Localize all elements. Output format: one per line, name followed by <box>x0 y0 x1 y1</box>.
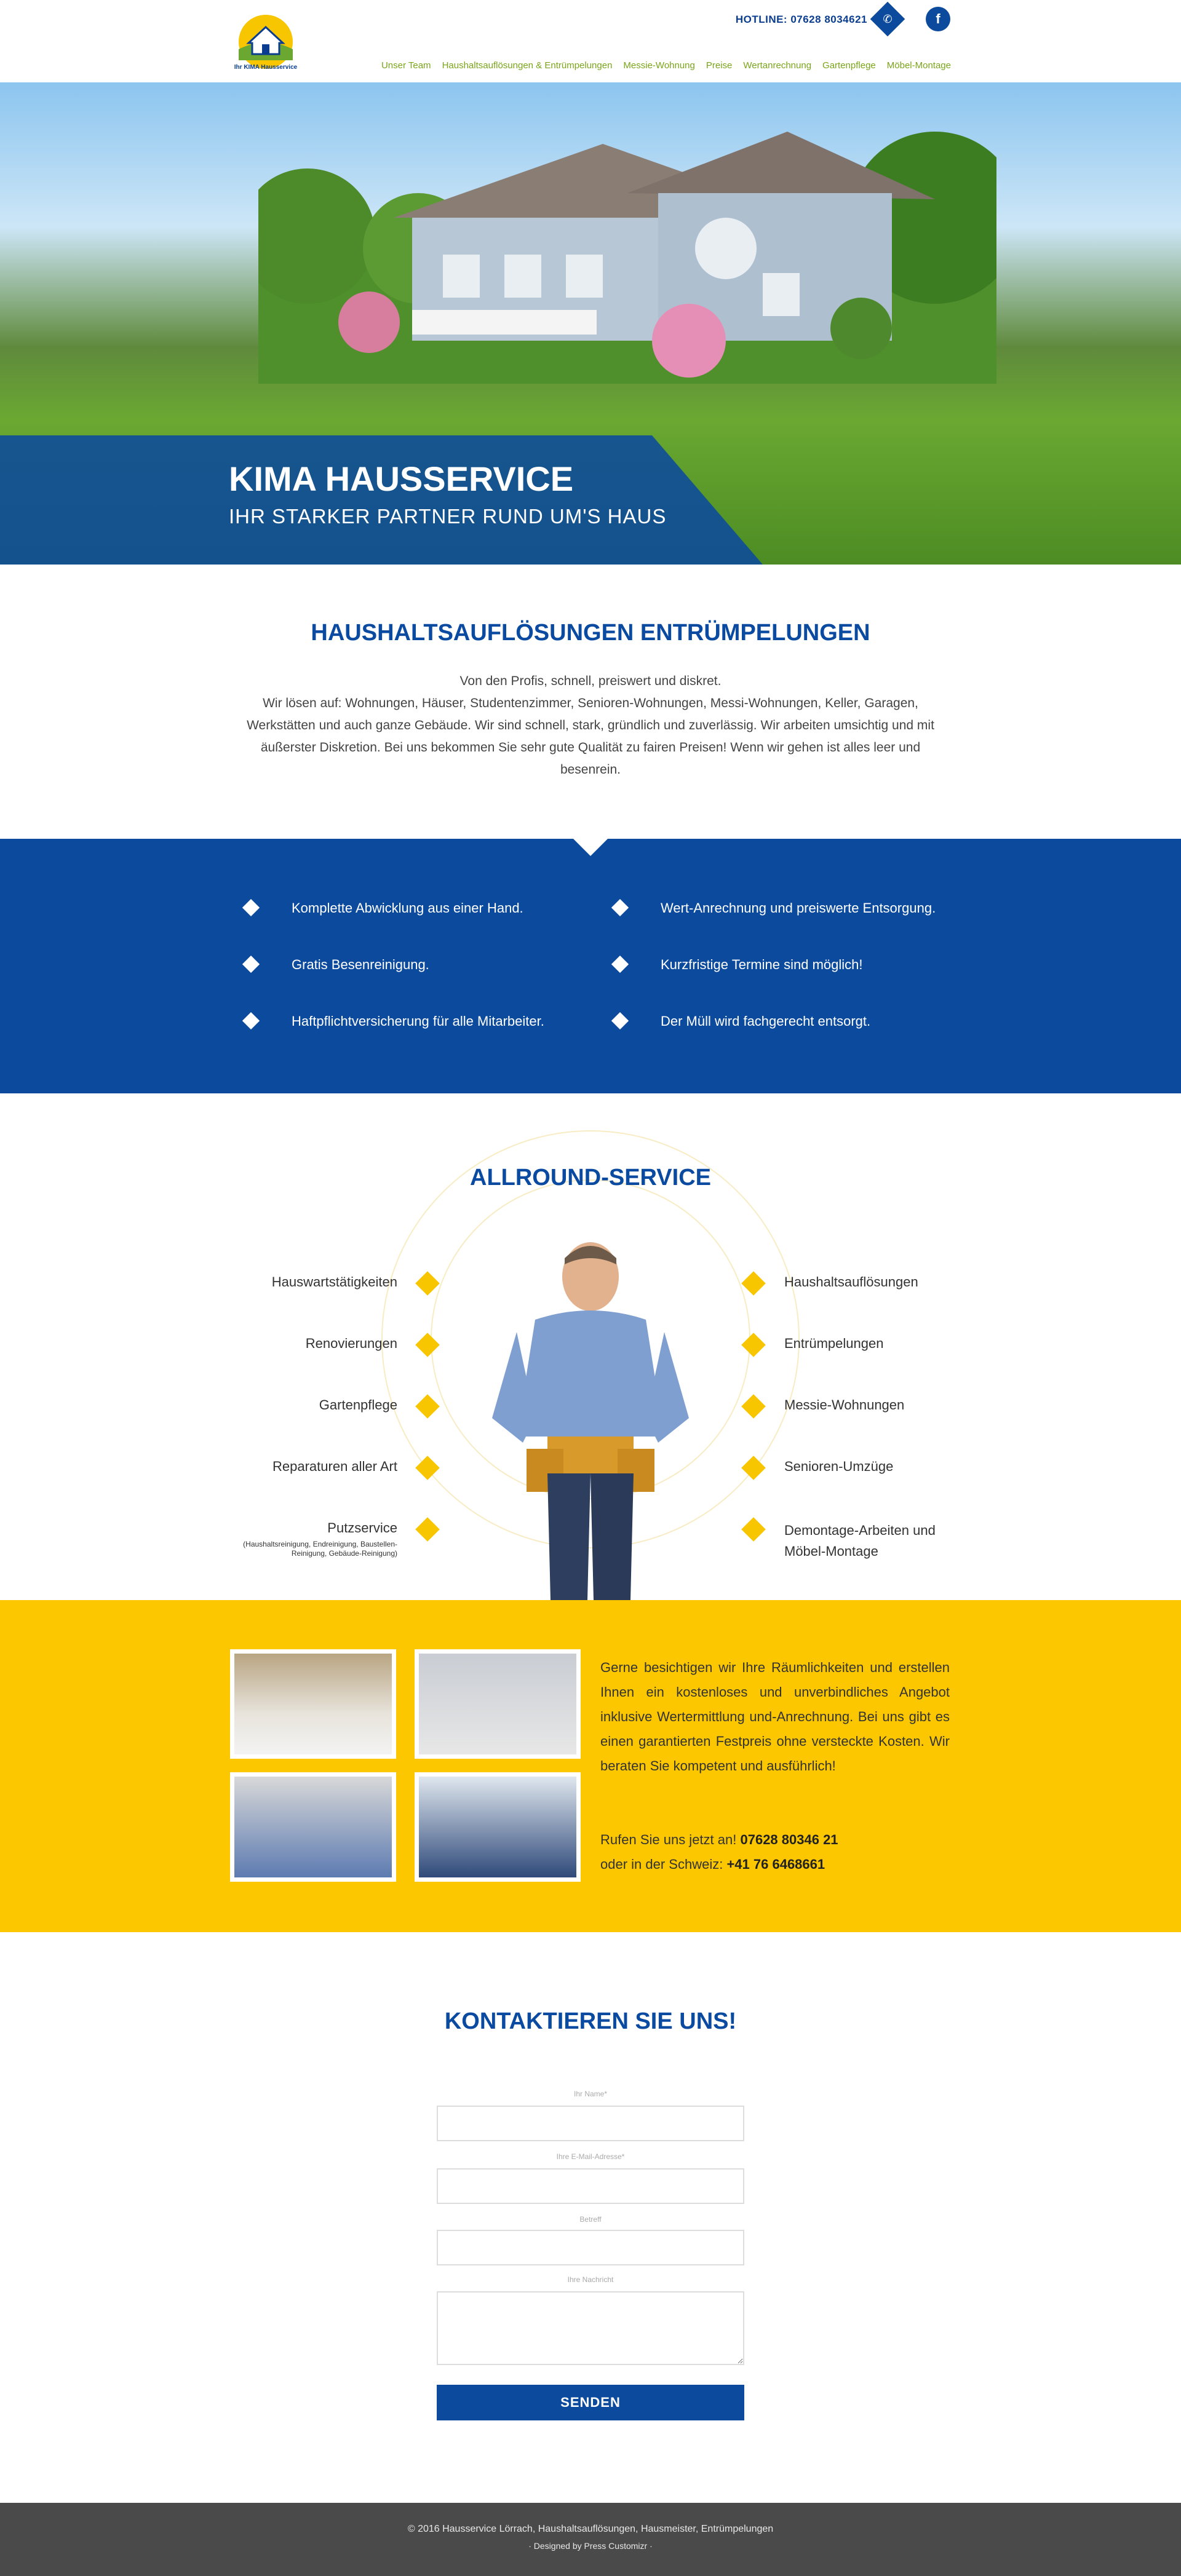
hotline[interactable]: HOTLINE: 07628 8034621 <box>735 14 867 25</box>
nav-wertanrechnung[interactable]: Wertanrechnung <box>743 60 812 71</box>
swiss-phone-number[interactable]: +41 76 6468661 <box>726 1857 825 1872</box>
email-label: Ihre E-Mail-Adresse* <box>556 2152 625 2161</box>
nav-gartenpflege[interactable]: Gartenpflege <box>822 60 876 71</box>
nav-haushaltsaufloesungen[interactable]: Haushaltsauflösungen & Entrümpelungen <box>442 60 613 71</box>
feature-item: Haftpflichtversicherung für alle Mitarbeiter. <box>292 1013 544 1029</box>
intro-text <box>229 670 952 781</box>
service-right: Entrümpelungen <box>784 1336 884 1351</box>
house-image <box>258 125 996 384</box>
service-left: Renovierungen <box>305 1336 397 1351</box>
service-left: Putzservice (Haushaltsreinigung, Endreinigung, Baustellen-Reinigung, Gebäude-Reinigung) <box>213 1520 397 1558</box>
subject-label: Betreff <box>579 2215 602 2224</box>
name-label: Ihr Name* <box>573 2090 608 2098</box>
mechanic-photo <box>415 1772 581 1882</box>
nav-moebel-montage[interactable]: Möbel-Montage <box>886 60 951 71</box>
nav-unser-team[interactable]: Unser Team <box>381 60 431 71</box>
diamond-icon <box>611 1012 629 1029</box>
header <box>0 0 1181 82</box>
worker-image <box>467 1234 714 1600</box>
diamond-icon <box>242 1012 260 1029</box>
service-left: Gartenpflege <box>319 1397 397 1413</box>
service-right: Haushaltsauflösungen <box>784 1274 918 1290</box>
diamond-icon <box>242 956 260 973</box>
diamond-icon <box>415 1517 440 1542</box>
send-button[interactable]: SENDEN <box>437 2385 744 2420</box>
service-right: Messie-Wohnungen <box>784 1397 905 1413</box>
footer-copyright: © 2016 Hausservice Lörrach, Haushaltsauflösungen, Hausmeister, Entrümpelungen <box>407 2524 774 2534</box>
email-field[interactable] <box>437 2168 744 2204</box>
feature-item: Der Müll wird fachgerecht entsorgt. <box>661 1013 870 1029</box>
service-note: (Haushaltsreinigung, Endreinigung, Baustellen-Reinigung, Gebäude-Reinigung) <box>243 1540 397 1558</box>
info-section <box>0 1600 1181 1932</box>
subject-field[interactable] <box>437 2230 744 2265</box>
allround-section <box>0 1093 1181 1600</box>
feature-item: Kurzfristige Termine sind möglich! <box>661 957 863 973</box>
phone-number[interactable]: 07628 80346 21 <box>740 1832 838 1847</box>
feature-item: Gratis Besenreinigung. <box>292 957 429 973</box>
plumber-photo <box>230 1772 396 1882</box>
info-text: Gerne besichtigen wir Ihre Räumlichkeiten und erstellen Ihnen ein kostenloses und unverbindliches Angebot inklusive Wertermittlung und-Anrechnung. Bei uns gibt es einen garantierten Festpreis ohne versteckte Kosten. Wir beraten Sie kompetent und ausführlich! <box>600 1660 950 1773</box>
cleaning-photo <box>415 1649 581 1759</box>
contact-section <box>0 1932 1181 2503</box>
intro-paragraph: Wir lösen auf: Wohnungen, Häuser, Studentenzimmer, Senioren-Wohnungen, Messi-Wohnungen, Keller, Garagen, Werkstätten und auch ganze Gebäude. Wir sind schnell, stark, gründlich und zuverlässig. Wir arbeiten umsichtig und mit äußerster Diskretion. Bei uns bekommen Sie sehr gute Qualität zu fairen Preisen! Wenn wir gehen ist alles leer und besenrein. <box>247 696 934 777</box>
intro-title: HAUSHALTSAUFLÖSUNGEN ENTRÜMPELUNGEN <box>311 620 870 646</box>
feature-item: Wert-Anrechnung und preiswerte Entsorgung. <box>661 900 936 916</box>
footer <box>0 2503 1181 2576</box>
team-photo <box>230 1649 396 1759</box>
facebook-icon[interactable]: f <box>926 7 950 31</box>
name-field[interactable] <box>437 2106 744 2141</box>
hero-title: KIMA HAUSSERVICE <box>229 459 574 498</box>
diamond-icon <box>741 1517 766 1542</box>
hero-band <box>0 435 1181 565</box>
main-nav <box>381 60 951 71</box>
hero-banner <box>0 82 1181 565</box>
phone-icon[interactable]: ✆ <box>870 2 905 37</box>
hero-subtitle: IHR STARKER PARTNER RUND UM'S HAUS <box>229 505 667 528</box>
feature-item: Komplette Abwicklung aus einer Hand. <box>292 900 523 916</box>
contact-title: KONTAKTIEREN SIE UNS! <box>444 2008 737 2034</box>
nav-messie-wohnung[interactable]: Messie-Wohnung <box>623 60 695 71</box>
call-block: Rufen Sie uns jetzt an! 07628 80346 21 oder in der Schweiz: +41 76 6468661 <box>600 1832 838 1872</box>
logo-text: Ihr KIMA Hausservice <box>234 64 298 71</box>
allround-title: ALLROUND-SERVICE <box>470 1165 711 1191</box>
features-section <box>0 839 1181 1093</box>
message-label: Ihre Nachricht <box>567 2275 614 2284</box>
diamond-icon <box>611 899 629 916</box>
service-right: Demontage-Arbeiten und Möbel-Montage <box>784 1523 936 1559</box>
section-notch <box>573 839 608 856</box>
service-right: Senioren-Umzüge <box>784 1459 894 1474</box>
service-left: Reparaturen aller Art <box>272 1459 397 1474</box>
message-field[interactable] <box>437 2291 744 2365</box>
intro-line: Von den Profis, schnell, preiswert und diskret. <box>459 674 722 688</box>
intro-section <box>0 565 1181 839</box>
service-left: Hauswartstätigkeiten <box>271 1274 397 1290</box>
diamond-icon <box>242 899 260 916</box>
diamond-icon <box>611 956 629 973</box>
nav-preise[interactable]: Preise <box>706 60 733 71</box>
footer-credit[interactable]: · Designed by Press Customizr · <box>528 2541 653 2551</box>
